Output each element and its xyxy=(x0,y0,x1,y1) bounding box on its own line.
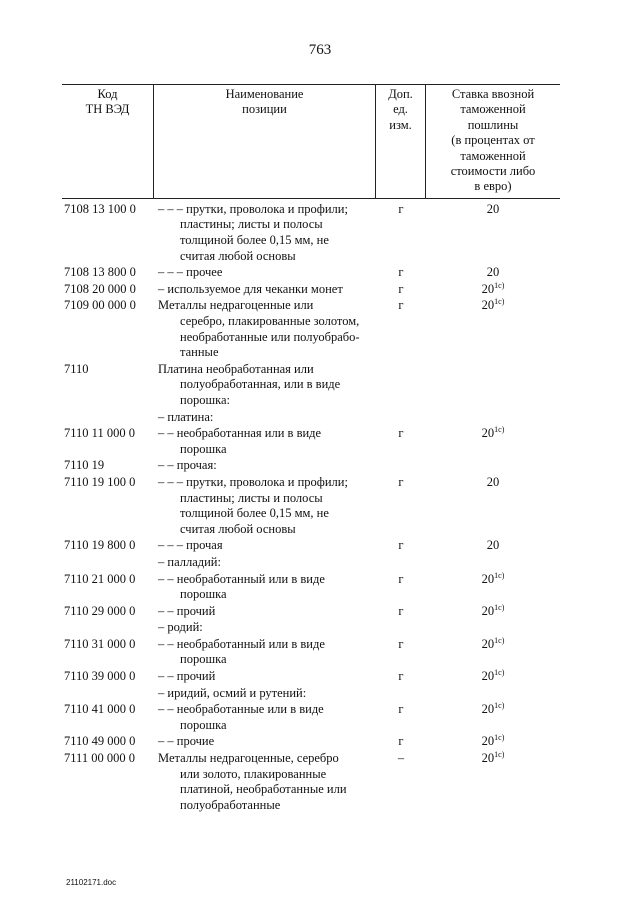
table-row xyxy=(62,282,560,298)
description-line: – – необработанные или в виде xyxy=(158,702,324,717)
rate-value: 20 xyxy=(481,281,495,296)
table-row xyxy=(62,734,560,750)
row-description xyxy=(154,734,376,750)
table-row xyxy=(62,458,560,474)
row-rate xyxy=(426,475,560,537)
rate-value: 20 xyxy=(486,201,500,216)
row-rate xyxy=(426,572,560,603)
table-header xyxy=(62,84,560,199)
table-row xyxy=(62,410,560,426)
row-rate xyxy=(426,734,560,750)
table-row xyxy=(62,202,560,264)
rate-value: 20 xyxy=(486,474,500,489)
description-line: полуобработанные xyxy=(180,797,281,812)
table-body xyxy=(62,199,560,814)
rate-value: 20 xyxy=(481,734,495,749)
table-row xyxy=(62,686,560,702)
row-code xyxy=(62,686,154,702)
row-description xyxy=(154,410,376,426)
row-rate xyxy=(426,458,560,474)
row-unit: г xyxy=(398,201,404,216)
row-unit xyxy=(376,555,426,571)
table-row xyxy=(62,751,560,813)
row-code xyxy=(62,410,154,426)
description-line: – – необработанная или в виде xyxy=(158,426,322,441)
header-unit xyxy=(376,85,426,198)
row-code: 7110 19 800 0 xyxy=(64,538,136,553)
row-description xyxy=(154,265,376,281)
row-code: 7109 00 000 0 xyxy=(64,298,136,313)
row-description xyxy=(154,298,376,360)
description-line: – – необработанный или в виде xyxy=(158,636,325,651)
rate-footnote: 1с) xyxy=(494,701,505,711)
header-name-line: Наименование xyxy=(225,87,304,101)
description-line: платиной, необработанные или xyxy=(180,782,347,797)
description-line: Металлы недрагоценные, серебро xyxy=(158,751,339,766)
table-row xyxy=(62,475,560,537)
table-row xyxy=(62,669,560,685)
table-row xyxy=(62,620,560,636)
row-unit: г xyxy=(398,734,404,749)
row-unit: г xyxy=(398,636,404,651)
description-line: порошка xyxy=(180,717,227,732)
row-rate xyxy=(426,669,560,685)
description-line: – – необработанный или в виде xyxy=(158,571,325,586)
rate-footnote: 1с) xyxy=(494,635,505,645)
description-line: толщиной более 0,15 мм, не xyxy=(180,506,329,521)
row-description xyxy=(154,686,376,702)
row-unit xyxy=(376,620,426,636)
header-rate-line: (в процентах от xyxy=(451,133,535,148)
row-description xyxy=(154,620,376,636)
row-code: 7110 11 000 0 xyxy=(64,426,135,441)
description-line: – – прочий xyxy=(158,669,216,684)
description-line: – – – прутки, проволока и профили; xyxy=(158,474,348,489)
rate-footnote: 1с) xyxy=(494,425,505,434)
row-code xyxy=(62,620,154,636)
row-unit: г xyxy=(398,265,404,280)
description-line: – – прочие xyxy=(158,734,215,749)
row-description xyxy=(154,572,376,603)
row-unit xyxy=(376,362,426,409)
row-rate xyxy=(426,555,560,571)
description-line: порошка: xyxy=(180,392,230,407)
description-line: Платина необработанная или xyxy=(158,361,314,376)
row-rate xyxy=(426,604,560,620)
tariff-table xyxy=(62,84,560,814)
row-code: 7110 xyxy=(64,361,89,376)
row-description xyxy=(154,282,376,298)
description-line: считая любой основы xyxy=(180,248,296,263)
rate-value: 20 xyxy=(481,426,495,441)
row-rate xyxy=(426,410,560,426)
row-rate xyxy=(426,751,560,813)
rate-value: 20 xyxy=(486,265,500,280)
row-description xyxy=(154,538,376,554)
description-line: – иридий, осмий и рутений: xyxy=(158,685,307,700)
rate-footnote: 1с) xyxy=(494,667,505,677)
row-rate xyxy=(426,265,560,281)
table-row xyxy=(62,555,560,571)
row-code: 7110 19 100 0 xyxy=(64,474,136,489)
row-rate xyxy=(426,426,560,457)
row-code: 7110 41 000 0 xyxy=(64,702,136,717)
row-unit xyxy=(376,458,426,474)
header-unit-line: Доп. xyxy=(388,87,413,101)
description-line: – палладий: xyxy=(158,554,221,569)
description-line: пластины; листы и полосы xyxy=(180,217,323,232)
rate-footnote: 1с) xyxy=(494,733,505,743)
row-unit xyxy=(376,686,426,702)
description-line: – используемое для чеканки монет xyxy=(158,281,343,296)
description-line: толщиной более 0,15 мм, не xyxy=(180,233,329,248)
rate-value: 20 xyxy=(481,636,495,651)
rate-value: 20 xyxy=(481,702,495,717)
row-code: 7108 13 800 0 xyxy=(64,265,136,280)
row-unit: г xyxy=(398,669,404,684)
table-row xyxy=(62,538,560,554)
header-unit-line: изм. xyxy=(389,117,412,132)
table-row xyxy=(62,572,560,603)
description-line: полуобработанная, или в виде xyxy=(180,377,341,392)
row-unit xyxy=(376,410,426,426)
row-rate xyxy=(426,362,560,409)
row-unit: г xyxy=(398,281,404,296)
page-number: 763 xyxy=(308,42,332,58)
description-line: танные xyxy=(180,345,219,360)
row-description xyxy=(154,426,376,457)
row-unit: г xyxy=(398,571,404,586)
description-line: – – – прутки, проволока и профили; xyxy=(158,201,348,216)
rate-footnote: 1с) xyxy=(494,570,505,580)
description-line: пластины; листы и полосы xyxy=(180,490,323,505)
rate-footnote: 1с) xyxy=(494,297,505,307)
rate-value: 20 xyxy=(481,571,495,586)
row-description xyxy=(154,702,376,733)
description-line: – родий: xyxy=(158,620,203,635)
row-rate xyxy=(426,282,560,298)
row-code: 7108 20 000 0 xyxy=(64,281,136,296)
table-row xyxy=(62,702,560,733)
rate-value: 20 xyxy=(486,538,500,553)
rate-footnote: 1с) xyxy=(494,602,505,612)
row-code: 7110 21 000 0 xyxy=(64,571,136,586)
header-name xyxy=(154,85,376,198)
row-description xyxy=(154,669,376,685)
row-rate xyxy=(426,202,560,264)
row-description xyxy=(154,362,376,409)
row-description xyxy=(154,202,376,264)
row-code: 7110 39 000 0 xyxy=(64,669,136,684)
row-rate xyxy=(426,686,560,702)
description-line: считая любой основы xyxy=(180,521,296,536)
header-unit-line: ед. xyxy=(393,102,408,117)
description-line: – – прочий xyxy=(158,603,216,618)
row-description xyxy=(154,751,376,813)
table-row xyxy=(62,604,560,620)
description-line: порошка xyxy=(180,441,227,456)
row-rate xyxy=(426,538,560,554)
header-rate-line: в евро) xyxy=(474,179,512,194)
row-description xyxy=(154,475,376,537)
table-row xyxy=(62,426,560,457)
description-line: или золото, плакированные xyxy=(180,766,327,781)
description-line: – – – прочее xyxy=(158,265,223,280)
description-line: – – – прочая xyxy=(158,538,223,553)
header-name-line: позиции xyxy=(242,102,287,117)
row-code: 7110 49 000 0 xyxy=(64,734,136,749)
row-description xyxy=(154,555,376,571)
header-code-line: Код xyxy=(97,87,118,101)
description-line: порошка xyxy=(180,652,227,667)
header-rate-line: стоимости либо xyxy=(450,164,536,179)
rate-value: 20 xyxy=(481,603,495,618)
row-code: 7110 19 xyxy=(64,458,105,473)
row-unit: г xyxy=(398,702,404,717)
header-rate xyxy=(426,85,560,198)
rate-value: 20 xyxy=(481,298,495,313)
rate-value: 20 xyxy=(481,669,495,684)
row-rate xyxy=(426,298,560,360)
header-code xyxy=(62,85,154,198)
table-row xyxy=(62,637,560,668)
row-description xyxy=(154,637,376,668)
row-code xyxy=(62,555,154,571)
rate-value: 20 xyxy=(481,751,495,766)
row-rate xyxy=(426,637,560,668)
row-unit: г xyxy=(398,298,404,313)
header-code-line: ТН ВЭД xyxy=(85,102,130,117)
header-rate-line: пошлины xyxy=(467,117,519,132)
row-unit: г xyxy=(398,474,404,489)
rate-footnote: 1с) xyxy=(494,280,505,290)
table-row xyxy=(62,265,560,281)
row-code: 7110 31 000 0 xyxy=(64,636,136,651)
row-rate xyxy=(426,702,560,733)
row-code: 7110 29 000 0 xyxy=(64,603,136,618)
description-line: необработанные или полуобрабо- xyxy=(180,329,360,344)
rate-footnote: 1с) xyxy=(494,749,505,759)
row-unit: – xyxy=(397,751,405,766)
description-line: порошка xyxy=(180,587,227,602)
description-line: – платина: xyxy=(158,409,214,424)
row-code: 7111 00 000 0 xyxy=(64,751,135,766)
footer-filename: 21102171.doc xyxy=(66,878,117,887)
row-unit: г xyxy=(398,538,404,553)
row-description xyxy=(154,604,376,620)
row-unit: г xyxy=(398,603,404,618)
table-row xyxy=(62,362,560,409)
table-row xyxy=(62,298,560,360)
description-line: серебро, плакированные золотом, xyxy=(180,314,360,328)
row-description xyxy=(154,458,376,474)
description-line: Металлы недрагоценные или xyxy=(158,298,314,313)
header-rate-line: таможенной xyxy=(460,148,526,163)
header-rate-line: Ставка ввозной xyxy=(451,87,535,101)
row-code: 7108 13 100 0 xyxy=(64,201,136,216)
header-rate-line: таможенной xyxy=(460,102,526,117)
description-line: – – прочая: xyxy=(158,458,217,473)
row-rate xyxy=(426,620,560,636)
row-unit: г xyxy=(398,426,404,441)
